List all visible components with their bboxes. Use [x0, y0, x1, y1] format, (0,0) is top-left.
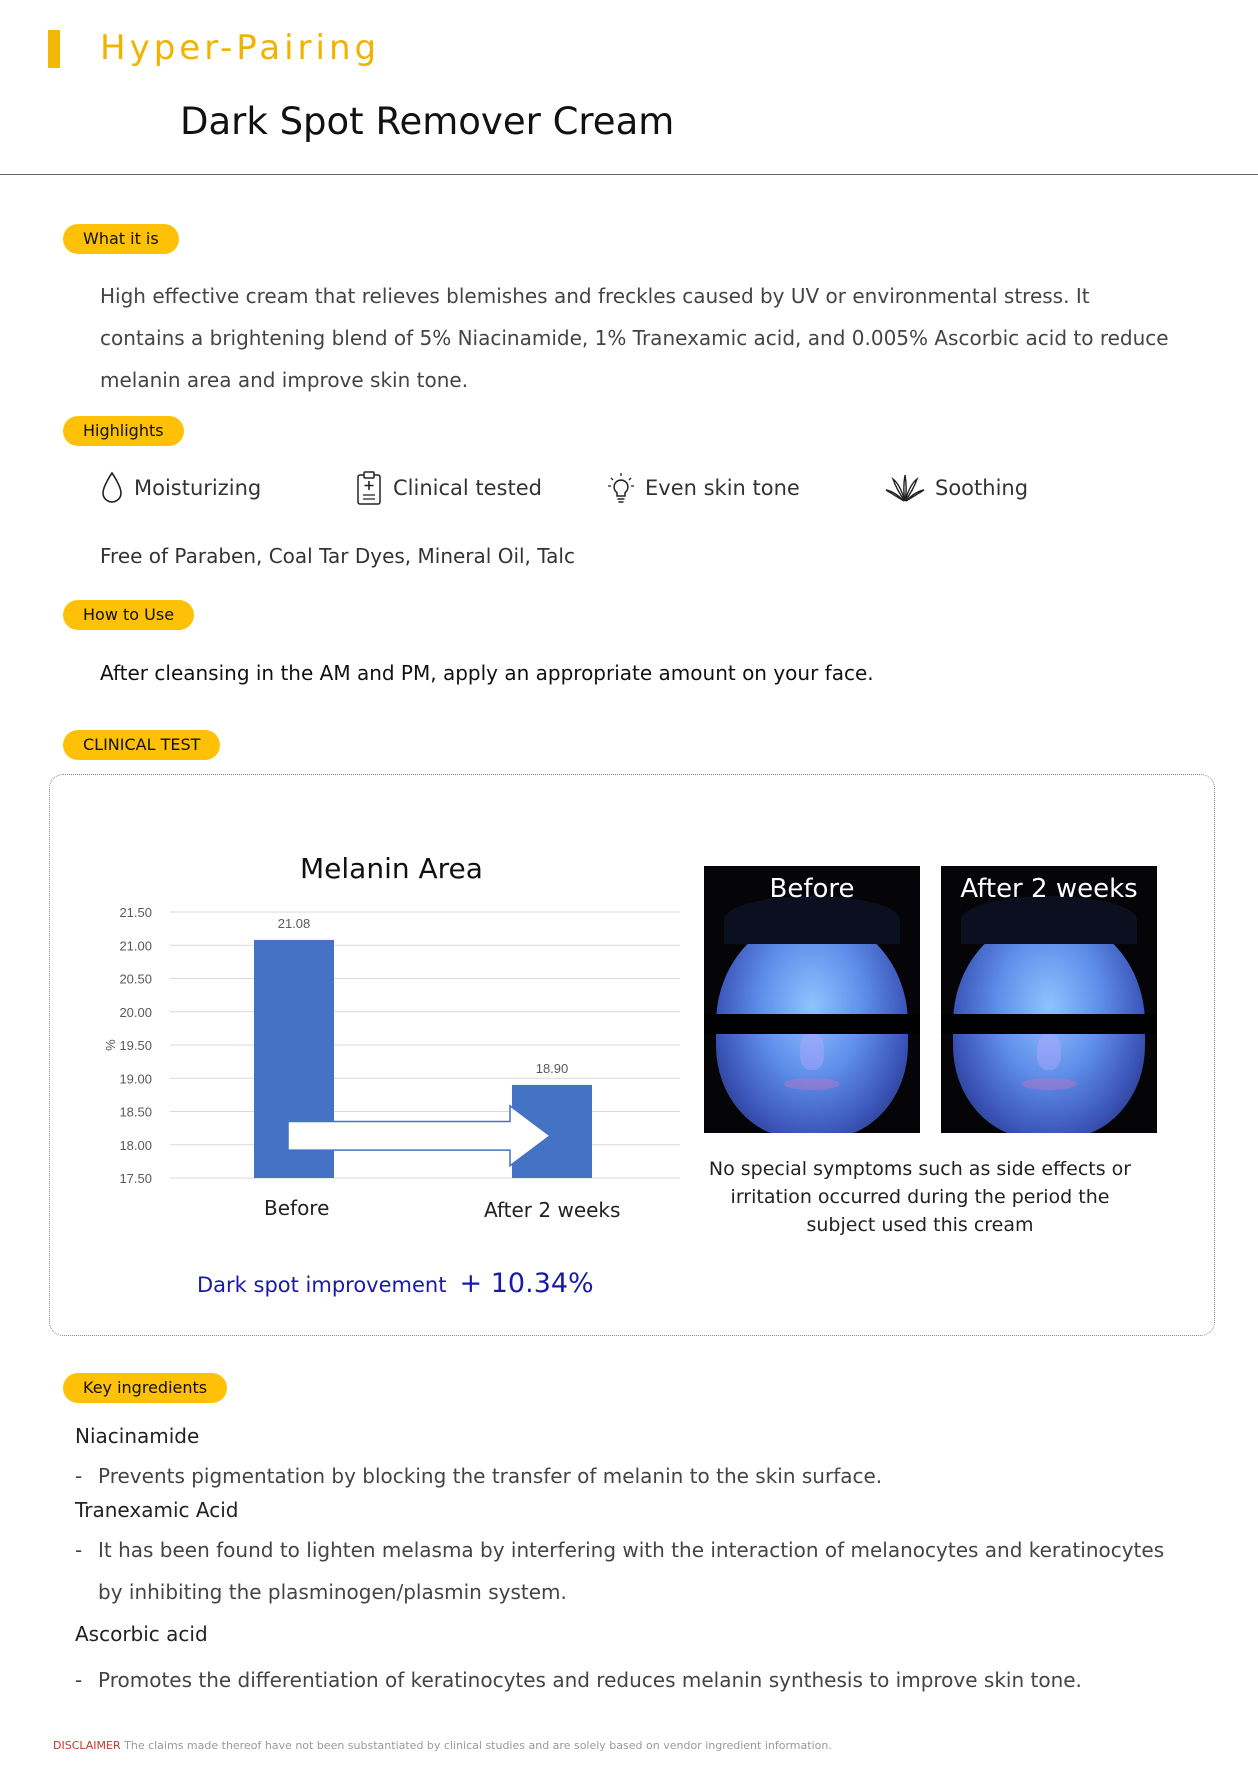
drop-icon	[100, 471, 124, 505]
ingredient-description	[75, 1659, 1175, 1701]
y-tick-label: 19.50	[119, 1038, 152, 1053]
free-of-text: Free of Paraben, Coal Tar Dyes, Mineral Oil, Talc	[100, 544, 575, 568]
highlight-moisturizing	[100, 470, 261, 506]
improvement-value: + 10.34%	[459, 1268, 594, 1299]
data-label: 18.90	[535, 1060, 569, 1076]
highlight-label: Even skin tone	[645, 476, 800, 500]
clipboard-icon	[355, 470, 383, 506]
ingredient-name: Ascorbic acid	[75, 1622, 208, 1646]
mouth-shape	[784, 1078, 840, 1090]
header-divider	[0, 174, 1258, 175]
y-tick-label: 20.00	[119, 1004, 152, 1020]
what-it-is-text: High effective cream that relieves blemishes and freckles caused by UV or environmental stress. It contains a brightening blend of 5% Niacinamide, 1% Tranexamic acid, and 0.005% Ascorbic acid to reduce melanin area and improve skin tone.	[100, 284, 1169, 392]
ingredient-name: Niacinamide	[75, 1424, 200, 1448]
highlight-label: Soothing	[935, 476, 1029, 500]
disclaimer-label: DISCLAIMER	[53, 1739, 121, 1752]
category-label-before: Before	[264, 1196, 330, 1220]
ingredient-description	[75, 1455, 1175, 1497]
ingredient-name: Tranexamic Acid	[75, 1498, 239, 1522]
chart-title: Melanin Area	[300, 852, 483, 885]
y-tick-label: 21.00	[119, 938, 152, 954]
nose-shape	[1037, 1034, 1061, 1070]
y-tick-label: 18.00	[119, 1137, 152, 1153]
key-ingredients-label: Key ingredients	[63, 1373, 227, 1403]
clinical-test-label: CLINICAL TEST	[63, 730, 220, 760]
brand-accent-bar	[48, 30, 60, 68]
melanin-area-chart	[80, 880, 690, 1200]
ingredient-description	[75, 1529, 1175, 1613]
y-tick-label: 21.50	[119, 905, 152, 920]
nose-shape	[800, 1034, 824, 1070]
y-axis-label: %	[103, 1039, 118, 1051]
highlights-label: Highlights	[63, 416, 184, 446]
highlight-label: Clinical tested	[393, 476, 542, 500]
highlight-even-skin-tone	[607, 470, 800, 506]
after-photo	[941, 866, 1157, 1133]
before-photo-label: Before	[769, 874, 855, 904]
ingredient-description-text: Promotes the differentiation of keratinocytes and reduces melanin synthesis to improve skin tone.	[98, 1668, 1082, 1692]
ingredient-description-text: Prevents pigmentation by blocking the transfer of melanin to the skin surface.	[98, 1464, 883, 1488]
disclaimer-text: The claims made thereof have not been substantiated by clinical studies and are solely based on vendor ingredient information.	[124, 1739, 832, 1752]
highlight-soothing	[885, 470, 1028, 506]
how-to-use-label: How to Use	[63, 600, 194, 630]
category-label-after: After 2 weeks	[484, 1198, 621, 1222]
ingredient-description-text: It has been found to lighten melasma by interfering with the interaction of melanocytes and keratinocytes by inhibiting the plasminogen/plasmin system.	[98, 1538, 1165, 1604]
disclaimer	[53, 1739, 832, 1752]
what-it-is-label: What it is	[63, 224, 179, 254]
list-dash: -	[75, 1668, 83, 1692]
eye-censor-band	[941, 1014, 1157, 1034]
dark-spot-improvement	[197, 1268, 594, 1299]
eye-censor-band	[704, 1014, 920, 1034]
clinical-note: No special symptoms such as side effects or irritation occurred during the period the subject used this cream	[708, 1158, 1132, 1236]
y-tick-label: 18.50	[119, 1104, 152, 1120]
highlight-label: Moisturizing	[134, 476, 262, 500]
how-to-use-text: After cleansing in the AM and PM, apply an appropriate amount on your face.	[100, 661, 874, 685]
improvement-label: Dark spot improvement	[197, 1273, 447, 1297]
y-tick-label: 17.50	[119, 1171, 152, 1186]
y-tick-label: 20.50	[119, 971, 152, 987]
leaves-icon	[885, 473, 925, 503]
mouth-shape	[1021, 1078, 1077, 1090]
list-dash: -	[75, 1538, 83, 1562]
page-title: Dark Spot Remover Cream	[180, 100, 675, 143]
list-dash: -	[75, 1464, 83, 1488]
y-tick-label: 19.00	[119, 1071, 152, 1087]
brand-name: Hyper-Pairing	[100, 28, 381, 68]
after-photo-label: After 2 weeks	[960, 874, 1138, 904]
data-label: 21.08	[277, 915, 311, 931]
before-photo	[704, 866, 920, 1133]
highlight-clinical-tested	[355, 470, 542, 506]
lightbulb-icon	[607, 472, 635, 504]
